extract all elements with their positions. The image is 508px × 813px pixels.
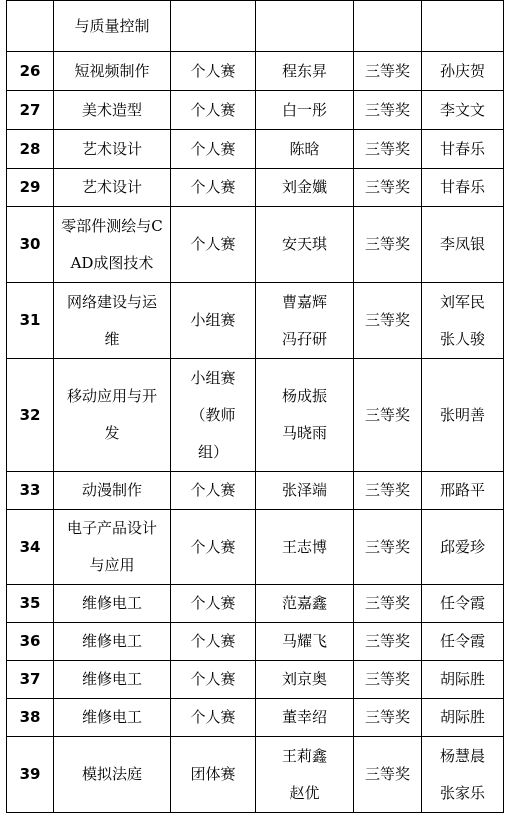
student-names-cell xyxy=(256,359,354,472)
project-cell xyxy=(54,207,171,283)
student-name: 马耀飞 xyxy=(281,632,327,650)
award-cell: 三等奖 xyxy=(354,585,422,623)
coach-name: 胡际胜 xyxy=(439,670,485,688)
competition-type-cell xyxy=(171,1,256,52)
award-cell: 三等奖 xyxy=(354,169,422,207)
project-cell: 美术造型 xyxy=(54,91,171,130)
competition-type-cell: 个人赛 xyxy=(171,661,256,699)
coach-name: 孙庆贺 xyxy=(439,61,485,80)
student-names-cell xyxy=(256,699,354,737)
coach-name: 邱爱珍 xyxy=(439,537,485,556)
table-row xyxy=(7,1,504,52)
student-name: 张泽端 xyxy=(281,481,327,499)
student-names-cell xyxy=(256,283,354,359)
coach-names-cell xyxy=(422,510,504,585)
award-cell: 三等奖 xyxy=(354,472,422,510)
student-names-cell xyxy=(256,52,354,91)
coach-name: 任令霞 xyxy=(439,632,485,650)
award-cell xyxy=(354,1,422,52)
coach-name: 张明善 xyxy=(439,405,485,424)
award-cell: 三等奖 xyxy=(354,661,422,699)
competition-type-cell: 小组赛 xyxy=(171,283,256,359)
coach-names-cell xyxy=(422,623,504,661)
competition-type-cell: 个人赛 xyxy=(171,52,256,91)
student-names-cell xyxy=(256,130,354,169)
student-name: 董幸绍 xyxy=(281,708,327,726)
row-number-cell: 39 xyxy=(7,737,54,813)
project-text: 电子产品设计与应用 xyxy=(66,519,157,574)
project-cell: 维修电工 xyxy=(54,585,171,623)
project-cell xyxy=(54,359,171,472)
coach-names-cell xyxy=(422,130,504,169)
awards-table-body xyxy=(7,1,504,813)
row-number-cell: 38 xyxy=(7,699,54,737)
award-cell: 三等奖 xyxy=(354,623,422,661)
project-cell: 短视频制作 xyxy=(54,52,171,91)
award-cell: 三等奖 xyxy=(354,130,422,169)
row-number-cell: 29 xyxy=(7,169,54,207)
coach-name: 刘军民 xyxy=(439,292,485,311)
coach-name: 张家乐 xyxy=(439,783,485,802)
award-cell: 三等奖 xyxy=(354,52,422,91)
student-name: 白一彤 xyxy=(281,100,327,119)
award-cell: 三等奖 xyxy=(354,91,422,130)
table-row xyxy=(7,585,504,623)
student-name: 刘京奥 xyxy=(281,670,327,688)
coach-names-cell xyxy=(422,585,504,623)
competition-type-cell xyxy=(171,359,256,472)
coach-names-cell xyxy=(422,283,504,359)
project-cell: 维修电工 xyxy=(54,623,171,661)
coach-names-cell xyxy=(422,359,504,472)
competition-type-cell: 个人赛 xyxy=(171,510,256,585)
competition-type-cell: 个人赛 xyxy=(171,91,256,130)
competition-type-text: 小组赛（教师组） xyxy=(190,368,236,461)
project-cell xyxy=(54,510,171,585)
awards-table xyxy=(6,0,504,813)
coach-name: 李凤银 xyxy=(439,235,485,253)
student-name: 刘金孅 xyxy=(281,178,327,196)
award-cell: 三等奖 xyxy=(354,737,422,813)
coach-name: 邢路平 xyxy=(439,481,485,499)
competition-type-cell: 个人赛 xyxy=(171,207,256,283)
table-row xyxy=(7,661,504,699)
table-row xyxy=(7,623,504,661)
award-cell: 三等奖 xyxy=(354,359,422,472)
project-cell: 艺术设计 xyxy=(54,169,171,207)
coach-name: 胡际胜 xyxy=(439,708,485,726)
coach-name: 杨慧晨 xyxy=(439,746,485,765)
student-name: 杨成振 xyxy=(281,387,327,405)
row-number-cell: 35 xyxy=(7,585,54,623)
competition-type-cell: 个人赛 xyxy=(171,699,256,737)
row-number-cell xyxy=(7,1,54,52)
student-name: 程东昇 xyxy=(281,61,327,80)
row-number-cell: 30 xyxy=(7,207,54,283)
student-name: 马晓雨 xyxy=(281,424,327,442)
project-text: 网络建设与运维 xyxy=(67,292,158,348)
row-number-cell: 33 xyxy=(7,472,54,510)
student-names-cell xyxy=(256,585,354,623)
coach-names-cell xyxy=(422,699,504,737)
coach-names-cell xyxy=(422,169,504,207)
coach-names-cell xyxy=(422,91,504,130)
row-number-cell: 31 xyxy=(7,283,54,359)
row-number-cell: 27 xyxy=(7,91,54,130)
coach-name: 甘春乐 xyxy=(439,178,485,196)
student-names-cell xyxy=(256,207,354,283)
student-names-cell xyxy=(256,510,354,585)
row-number-cell: 34 xyxy=(7,510,54,585)
award-cell: 三等奖 xyxy=(354,283,422,359)
coach-names-cell xyxy=(422,737,504,813)
table-row xyxy=(7,699,504,737)
student-name: 安天琪 xyxy=(281,235,327,253)
student-names-cell xyxy=(256,661,354,699)
table-row xyxy=(7,169,504,207)
award-cell: 三等奖 xyxy=(354,510,422,585)
award-cell: 三等奖 xyxy=(354,207,422,283)
project-cell: 艺术设计 xyxy=(54,130,171,169)
competition-type-cell: 团体赛 xyxy=(171,737,256,813)
project-text: 零部件测绘与CAD成图技术 xyxy=(61,216,163,272)
project-cell: 与质量控制 xyxy=(54,1,171,52)
student-names-cell xyxy=(256,169,354,207)
award-cell: 三等奖 xyxy=(354,699,422,737)
student-names-cell xyxy=(256,91,354,130)
competition-type-cell: 个人赛 xyxy=(171,130,256,169)
coach-names-cell xyxy=(422,472,504,510)
table-row xyxy=(7,207,504,283)
project-text: 移动应用与开发 xyxy=(67,387,158,442)
student-name: 冯孖研 xyxy=(281,329,327,348)
table-row xyxy=(7,510,504,585)
table-row xyxy=(7,130,504,169)
row-number-cell: 37 xyxy=(7,661,54,699)
table-row xyxy=(7,52,504,91)
row-number-cell: 36 xyxy=(7,623,54,661)
table-row xyxy=(7,472,504,510)
student-names-cell xyxy=(256,623,354,661)
competition-type-cell: 个人赛 xyxy=(171,585,256,623)
student-name: 王志博 xyxy=(281,537,327,556)
coach-names-cell xyxy=(422,1,504,52)
row-number-cell: 32 xyxy=(7,359,54,472)
table-row xyxy=(7,283,504,359)
row-number-cell: 26 xyxy=(7,52,54,91)
student-names-cell xyxy=(256,1,354,52)
coach-name: 甘春乐 xyxy=(439,139,485,158)
student-name: 赵优 xyxy=(289,783,320,802)
project-cell: 模拟法庭 xyxy=(54,737,171,813)
table-row xyxy=(7,737,504,813)
competition-type-cell: 个人赛 xyxy=(171,169,256,207)
row-number-cell: 28 xyxy=(7,130,54,169)
student-name: 曹嘉辉 xyxy=(281,292,327,311)
student-names-cell xyxy=(256,737,354,813)
student-name: 陈晗 xyxy=(289,139,320,158)
student-names-cell xyxy=(256,472,354,510)
coach-name: 李文文 xyxy=(439,100,485,119)
competition-type-cell: 个人赛 xyxy=(171,472,256,510)
coach-name: 任令霞 xyxy=(439,594,485,612)
coach-name: 张人骏 xyxy=(439,329,485,348)
student-name: 王莉鑫 xyxy=(281,746,327,765)
project-cell: 动漫制作 xyxy=(54,472,171,510)
coach-names-cell xyxy=(422,52,504,91)
project-cell: 维修电工 xyxy=(54,661,171,699)
coach-names-cell xyxy=(422,207,504,283)
table-row xyxy=(7,359,504,472)
student-name: 范嘉鑫 xyxy=(281,594,327,612)
project-cell xyxy=(54,283,171,359)
table-row xyxy=(7,91,504,130)
coach-names-cell xyxy=(422,661,504,699)
project-cell: 维修电工 xyxy=(54,699,171,737)
competition-type-cell: 个人赛 xyxy=(171,623,256,661)
